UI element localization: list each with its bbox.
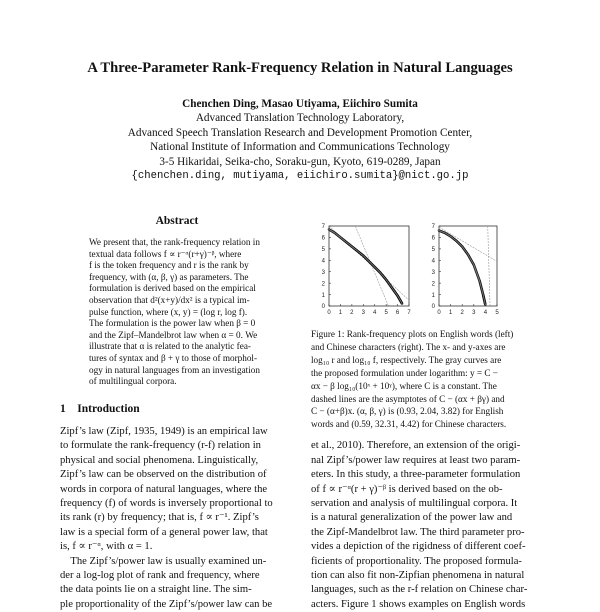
plot-chinese-characters — [432, 224, 500, 316]
caption-line: log₁₀ r and log₁₀ f, respectively. The gray curves are — [311, 354, 502, 365]
plot-english-words — [322, 224, 412, 316]
y-tick-label: 2 — [431, 281, 435, 288]
abstract-line: of multilingual corpora. — [89, 376, 177, 387]
x-tick-label: 5 — [495, 310, 499, 316]
abstract-line: The formulation is the power law when β = 0 — [89, 318, 256, 329]
body-line: words in corpora of natural languages, where the — [60, 483, 268, 495]
y-tick-label: 0 — [321, 304, 325, 311]
x-tick-label: 2 — [460, 310, 464, 316]
body-line: of f ∝ r⁻ᵅ(r + γ)⁻ᵝ is derived based on the ob- — [311, 483, 503, 495]
paper-title: A Three-Parameter Rank-Frequency Relation in Natural Languages — [87, 60, 513, 76]
author-list: Chenchen Ding, Masao Utiyama, Eiichiro Sumita — [182, 98, 418, 110]
body-line: The Zipf’s/power law is usually examined un- — [60, 555, 267, 567]
x-tick-label: 0 — [437, 310, 441, 316]
body-line: to formulate the rank-frequency (r-f) relation in — [60, 440, 261, 452]
body-line: servation and analysis of multilingual corpora. It — [311, 498, 518, 509]
y-tick-label: 2 — [321, 281, 325, 288]
section-heading: 1 Introduction — [60, 403, 140, 415]
asymptote-line — [488, 226, 490, 306]
y-tick-label: 3 — [431, 269, 435, 276]
y-tick-label: 1 — [321, 292, 325, 299]
abstract-line: observation that d²(x+y)/dx² is a typical im- — [89, 295, 250, 305]
y-tick-label: 7 — [321, 224, 325, 231]
fitted-curve — [329, 229, 402, 303]
x-tick-label: 1 — [448, 310, 453, 316]
x-tick-label: 1 — [338, 310, 343, 316]
abstract-line: textual data follows f ∝ r⁻ᵅ(r+γ)⁻ᵝ, where — [89, 248, 242, 259]
x-tick-label: 3 — [361, 310, 365, 316]
body-line: law is a special form of a general power law, that — [60, 526, 268, 538]
body-line: frequency (f) of words is inversely proportional to — [60, 498, 273, 509]
body-line: languages, such as the r-f relation on Chinese char- — [311, 584, 528, 596]
abstract-line: illustrate that α is related to the analytic fea- — [89, 341, 251, 352]
x-tick-label: 6 — [395, 310, 400, 316]
caption-line: words and (0.59, 32.31, 4.42) for Chinese characters. — [311, 419, 507, 430]
body-line: the data points lie on a straight line. The sim- — [60, 584, 252, 596]
caption-line: dashed lines are the asymptotes of C − (αx + βγ) and — [311, 393, 505, 404]
body-line: Zipf’s law can be observed on the distribution of — [60, 469, 267, 481]
x-tick-label: 7 — [407, 310, 411, 316]
y-tick-label: 5 — [431, 247, 435, 254]
fitted-curve — [439, 231, 485, 305]
abstract-line: formulation is derived based on the empirical — [89, 283, 256, 294]
abstract-line: pulse function, where (x, y) = (log r, log f). — [89, 306, 248, 317]
y-tick-label: 5 — [321, 247, 325, 254]
y-tick-label: 6 — [321, 235, 325, 242]
affiliation-line: National Institute of Information and Communications Technology — [150, 141, 450, 153]
x-tick-label: 5 — [384, 310, 388, 316]
y-tick-label: 7 — [431, 224, 435, 231]
x-tick-label: 2 — [350, 310, 354, 316]
y-tick-label: 0 — [431, 304, 435, 311]
x-tick-label: 3 — [472, 310, 476, 316]
body-line: is a natural generalization of the power law and — [311, 512, 513, 524]
abstract-line: ogy in natural languages from an investigation — [89, 364, 260, 375]
y-tick-label: 4 — [321, 258, 325, 265]
body-line: acters. Figure 1 shows examples on English words — [311, 598, 526, 610]
body-line: et al., 2010). Therefore, an extension of the origi- — [311, 440, 521, 452]
caption-line: Figure 1: Rank-frequency plots on English words (left) — [311, 329, 514, 339]
abstract-line: f is the token frequency and r is the rank by — [89, 260, 249, 271]
body-line: the Zipf-Mandelbrot law. The third parameter pro- — [311, 526, 525, 538]
body-line: ple proportionality of the Zipf’s/power law can be — [60, 598, 273, 610]
body-line: is, f ∝ r⁻ᵅ, with α = 1. — [60, 541, 153, 553]
author-email: {chenchen.ding, mutiyama, eiichiro.sumita}@nict.go.jp — [131, 170, 469, 182]
body-line: tion can also fit non-Zipfian phenomena in natural — [311, 570, 525, 581]
x-tick-label: 4 — [373, 310, 377, 316]
affiliation-line: Advanced Translation Technology Laboratory, — [195, 112, 405, 124]
figure-1 — [311, 222, 547, 324]
x-tick-label: 0 — [327, 310, 331, 316]
body-line: eters. In this study, a three-parameter formulation — [311, 469, 521, 481]
body-line: Zipf’s law (Zipf, 1935, 1949) is an empirical law — [60, 426, 268, 437]
abstract-line: frequency, with (α, β, γ) as parameters. The — [89, 271, 249, 282]
y-tick-label: 4 — [431, 258, 435, 265]
y-tick-label: 1 — [431, 292, 435, 299]
body-line: nal Zipf’s/power law requires at least two param- — [311, 454, 521, 466]
body-line: vides a depiction of the rigidness of different coef- — [311, 541, 526, 553]
body-line: der a log-log plot of rank and frequency, where — [60, 570, 260, 581]
y-tick-label: 3 — [321, 269, 325, 276]
caption-line: αx − β log₁₀(10ˣ + 10ˠ), where C is a constant. The — [311, 380, 497, 391]
abstract-heading: Abstract — [155, 215, 199, 227]
caption-line: the proposed formulation under logarithm: y = C − — [311, 367, 498, 378]
x-tick-label: 4 — [483, 310, 488, 316]
body-line: its rank (r) by frequency; that is, f ∝ r⁻¹. Zipf’s — [60, 512, 259, 524]
affiliation-line: Advanced Speech Translation Research and Development Promotion Center, — [127, 126, 473, 139]
abstract-line: tures of syntax and β + γ to those of morphol- — [89, 353, 258, 363]
abstract-line: We present that, the rank-frequency relation in — [89, 237, 260, 247]
y-tick-label: 6 — [431, 235, 435, 242]
body-line: ficients of proportionality. The proposed formula- — [311, 555, 522, 567]
body-line: physical and social phenomena. Linguistically, — [60, 454, 259, 466]
caption-line: and Chinese characters (right). The x- and y-axes are — [311, 341, 506, 352]
abstract-line: and the Zipf–Mandelbrot law when α = 0. We — [89, 329, 258, 340]
caption-line: C − (α+β)x. (α, β, γ) is (0.93, 2.04, 3.82) for English — [311, 406, 504, 417]
affiliation-line: 3-5 Hikaridai, Seika-cho, Soraku-gun, Kyoto, 619-0289, Japan — [159, 155, 441, 168]
